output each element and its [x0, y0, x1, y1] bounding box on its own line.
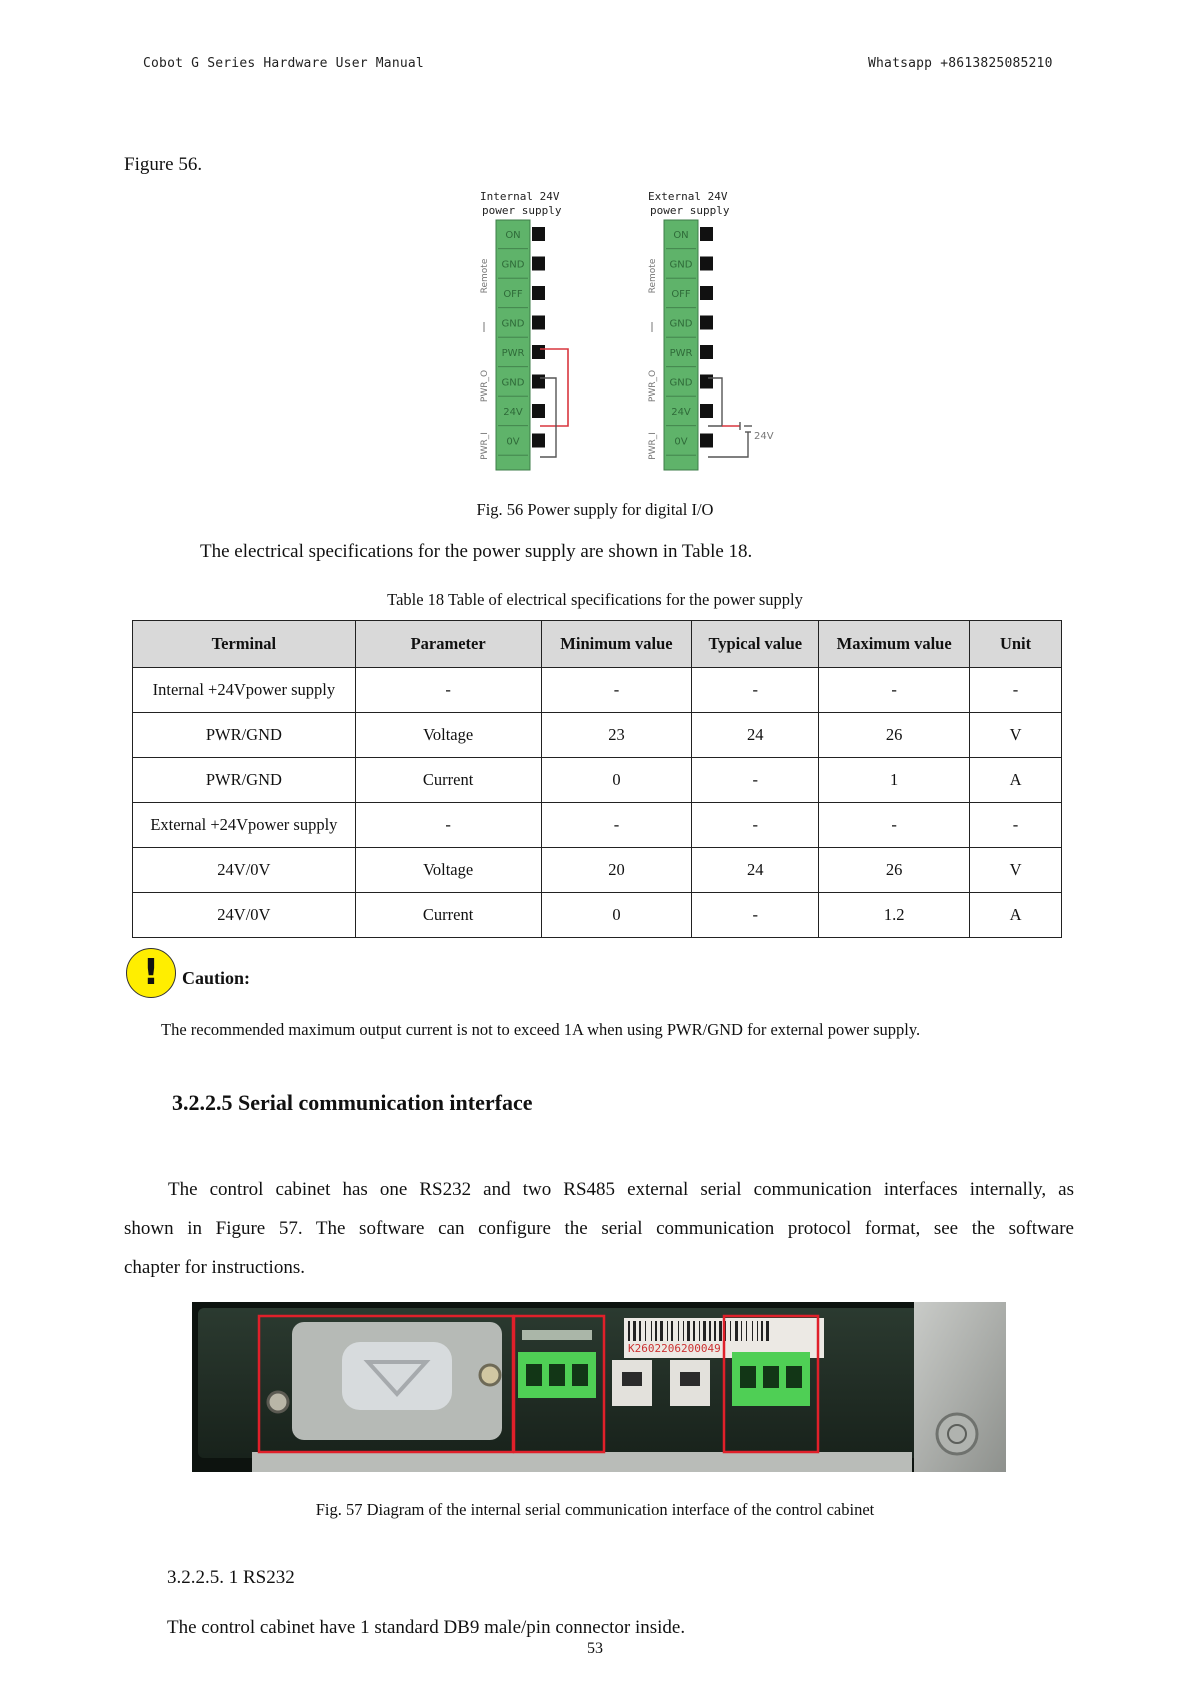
internal-pin-screw [532, 375, 545, 389]
table-row [133, 758, 1062, 803]
figure56-caption: Fig. 56 Power supply for digital I/O [476, 500, 714, 519]
barcode-bar [752, 1321, 753, 1341]
column-header: Unit [970, 621, 1062, 668]
table-cell: 23 [541, 713, 692, 758]
table-cell: - [692, 668, 819, 713]
table-cell: - [970, 803, 1062, 848]
paragraph-line: chapter for instructions. [124, 1257, 305, 1278]
table-cell: 24V/0V [133, 848, 356, 893]
internal-title-2: power supply [482, 204, 562, 217]
barcode-bar [639, 1321, 641, 1341]
running-header-contact: Whatsapp +8613825085210 [868, 56, 1053, 71]
external-pin-label: ON [673, 230, 689, 241]
table-cell: 26 [819, 848, 970, 893]
barcode-bar [741, 1321, 742, 1341]
table-cell: V [970, 848, 1062, 893]
barcode-bar [645, 1321, 646, 1341]
external-pin-label: OFF [671, 289, 691, 300]
external-pin-label: GND [669, 318, 693, 330]
paragraph-line: The control cabinet has one RS232 and two RS485 external serial communication interfaces internally, as [168, 1179, 1074, 1200]
table-row [133, 668, 1062, 713]
barcode-number: K2602206200049 [628, 1342, 721, 1355]
barcode-bar [735, 1321, 738, 1341]
barcode-bar [719, 1321, 722, 1341]
external-pwr-o-label: PWR_O [648, 369, 658, 403]
table-cell: Voltage [355, 848, 541, 893]
table-cell: 24 [692, 713, 819, 758]
column-header: Typical value [692, 621, 819, 668]
barcode-bar [687, 1321, 690, 1341]
table-cell: - [355, 803, 541, 848]
table-cell: - [819, 803, 970, 848]
internal-pin-label: ON [505, 230, 521, 241]
external-pin-screw [700, 375, 713, 389]
internal-pin-screw [532, 434, 545, 448]
barcode-bar [766, 1321, 769, 1341]
running-header-title: Cobot G Series Hardware User Manual [143, 56, 424, 71]
external-pin-label: PWR [669, 348, 693, 359]
table-cell: - [692, 893, 819, 938]
table-cell: - [541, 668, 692, 713]
table-cell: Voltage [355, 713, 541, 758]
caution-icon: ! [126, 948, 176, 998]
table-cell: - [692, 758, 819, 803]
barcode-bar [678, 1321, 679, 1341]
page-number: 53 [587, 1640, 603, 1657]
db9-connector [268, 1322, 502, 1440]
column-header: Minimum value [541, 621, 692, 668]
table18-caption: Table 18 Table of electrical specifications for the power supply [387, 590, 803, 609]
barcode-bar [667, 1321, 668, 1341]
table-cell: A [970, 893, 1062, 938]
internal-pin-label: 0V [506, 436, 520, 448]
table-cell: 24 [692, 848, 819, 893]
internal-terminal-block [480, 220, 568, 470]
internal-pin-screw [532, 286, 545, 300]
table-cell: - [541, 803, 692, 848]
table-cell: - [692, 803, 819, 848]
barcode-bar [709, 1321, 711, 1341]
table-cell: - [819, 668, 970, 713]
table-cell: 1 [819, 758, 970, 803]
internal-pin-label: OFF [503, 289, 523, 300]
external-title-2: power supply [650, 204, 730, 217]
external-pin-label: GND [669, 377, 693, 389]
internal-pwr-i-label: PWR_I [480, 432, 490, 460]
table-cell: 26 [819, 713, 970, 758]
table-cell: Internal +24Vpower supply [133, 668, 356, 713]
internal-pin-label: GND [501, 318, 525, 330]
barcode-bar [746, 1321, 747, 1341]
barcode-bar [761, 1321, 763, 1341]
internal-pin-screw [532, 345, 545, 359]
external-pin-screw [700, 404, 713, 418]
barcode-bar [693, 1321, 695, 1341]
serial-interface-photo [192, 1302, 1006, 1472]
table-row [133, 803, 1062, 848]
internal-pin-screw [532, 257, 545, 271]
caution-label: Caution: [182, 968, 251, 988]
table-cell: V [970, 713, 1062, 758]
subsection-text: The control cabinet have 1 standard DB9 male/pin connector inside. [167, 1617, 686, 1638]
table-row [133, 848, 1062, 893]
barcode-bar [730, 1321, 731, 1341]
table-cell: - [970, 668, 1062, 713]
column-header: Parameter [355, 621, 541, 668]
table-cell: 20 [541, 848, 692, 893]
figure57-caption: Fig. 57 Diagram of the internal serial communication interface of the control cabinet [315, 1500, 875, 1519]
internal-title-1: Internal 24V [480, 190, 560, 203]
barcode-bar [703, 1321, 706, 1341]
column-header: Maximum value [819, 621, 970, 668]
internal-pin-label: GND [501, 259, 525, 271]
external-pwr-i-label: PWR_I [648, 432, 658, 460]
external-pin-screw [700, 345, 713, 359]
barcode-bar [633, 1321, 636, 1341]
subsection-heading: 3.2.2.5. 1 RS232 [167, 1567, 295, 1588]
internal-pin-screw [532, 404, 545, 418]
internal-pin-screw [532, 316, 545, 330]
external-pin-screw [700, 227, 713, 241]
external-terminal-block [648, 220, 774, 470]
internal-pin-label: GND [501, 377, 525, 389]
barcode-bar [651, 1321, 652, 1341]
figure-label: Figure 56. [124, 154, 203, 175]
barcode-bar [628, 1321, 630, 1341]
source-24v-label: 24V [754, 431, 774, 442]
rs485-terminal-2 [732, 1352, 810, 1406]
barcode-bar [655, 1321, 657, 1341]
table-cell: External +24Vpower supply [133, 803, 356, 848]
barcode-bar [757, 1321, 758, 1341]
caution-text: The recommended maximum output current is not to exceed 1A when using PWR/GND for external power supply. [161, 1020, 921, 1039]
external-pin-label: 0V [674, 436, 688, 448]
barcode-bar [699, 1321, 700, 1341]
table-cell: 0 [541, 893, 692, 938]
power-supply-wiring-diagram [440, 186, 800, 476]
table-row [133, 893, 1062, 938]
internal-pin-label: 24V [503, 407, 523, 418]
table-cell: 0 [541, 758, 692, 803]
table-cell: - [355, 668, 541, 713]
internal-pin-screw [532, 227, 545, 241]
electrical-spec-table [132, 620, 1062, 938]
external-pin-screw [700, 434, 713, 448]
external-remote-label: Remote [648, 258, 658, 294]
external-title-1: External 24V [648, 190, 728, 203]
external-pin-screw [700, 257, 713, 271]
section-heading: 3.2.2.5 Serial communication interface [172, 1090, 533, 1115]
table-cell: Current [355, 893, 541, 938]
table-cell: 24V/0V [133, 893, 356, 938]
table-cell: PWR/GND [133, 758, 356, 803]
column-header: Terminal [133, 621, 356, 668]
table-cell: PWR/GND [133, 713, 356, 758]
table-cell: A [970, 758, 1062, 803]
external-pin-screw [700, 316, 713, 330]
table-intro-text: The electrical specifications for the power supply are shown in Table 18. [200, 541, 753, 562]
external-pin-label: GND [669, 259, 693, 271]
barcode-bar [714, 1321, 716, 1341]
barcode-bar [683, 1321, 684, 1341]
table-cell: Current [355, 758, 541, 803]
external-pin-label: 24V [671, 407, 691, 418]
barcode-bar [660, 1321, 663, 1341]
table-header-row [133, 621, 1062, 668]
table-row [133, 713, 1062, 758]
internal-remote-label: Remote [480, 258, 490, 294]
barcode-bar [671, 1321, 673, 1341]
internal-pin-label: PWR [501, 348, 525, 359]
section-paragraph [124, 1170, 1074, 1287]
paragraph-line: shown in Figure 57. The software can configure the serial communication protocol format, see the software [124, 1218, 1074, 1239]
table-cell: 1.2 [819, 893, 970, 938]
internal-pwr-o-label: PWR_O [480, 369, 490, 403]
external-pin-screw [700, 286, 713, 300]
